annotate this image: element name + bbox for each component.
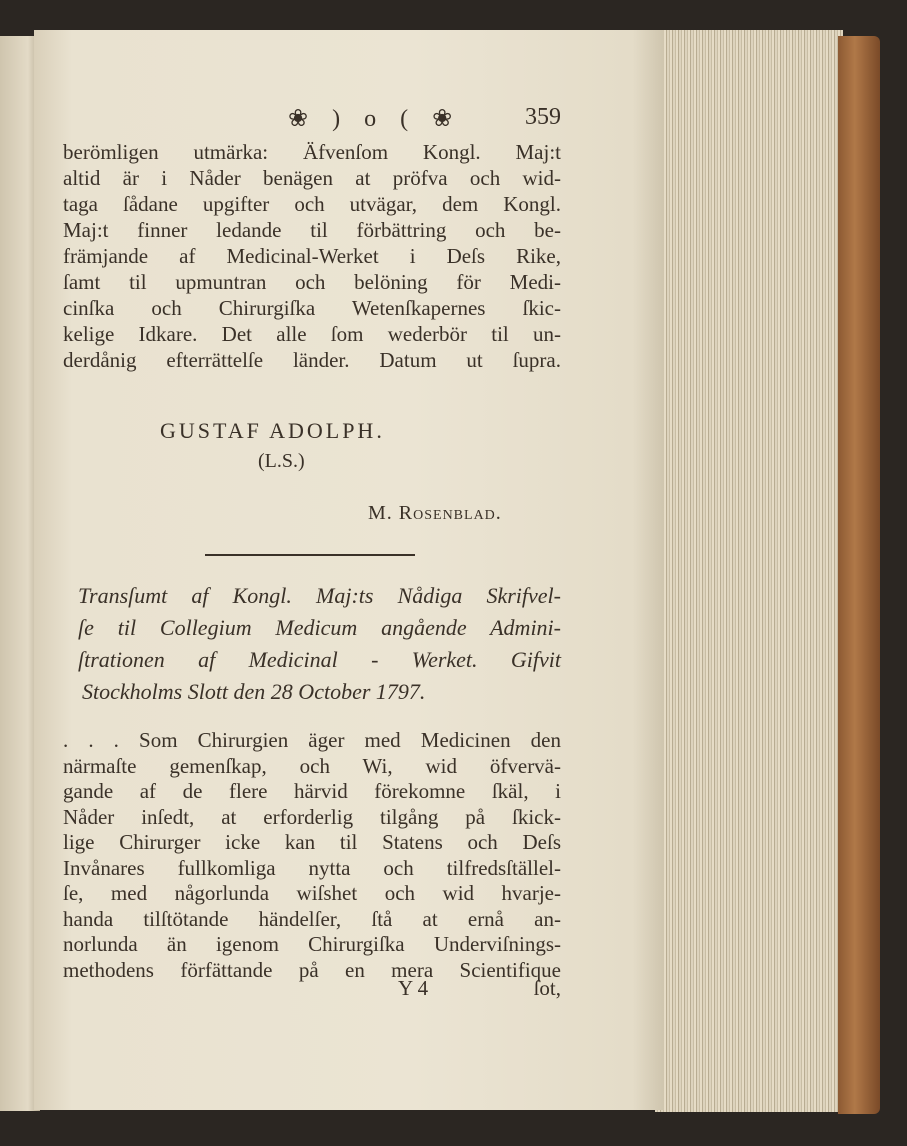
text-line: Invånares fullkomliga nytta och tilfredsſtällel- — [63, 855, 561, 880]
header-ornament: ❀ ) o ( ❀ — [288, 106, 455, 132]
text-line: norlunda än igenom Chirurgiſka Underviſnings- — [63, 932, 561, 956]
text-line: lige Chirurger icke kan til Statens och Deſs — [63, 830, 561, 854]
royal-signature: GUSTAF ADOLPH. — [160, 418, 385, 443]
text-line: derdånig efterrättelſe länder. Datum ut ſupra. — [63, 348, 561, 372]
page-edges — [655, 30, 843, 1112]
seal-mark: (L.S.) — [258, 450, 305, 472]
section-title — [78, 580, 561, 708]
title-line: Transſumt af Kongl. Maj:ts Nådiga Skrifvel- — [78, 583, 561, 608]
text-line: främjande af Medicinal-Werket i Deſs Rike, — [63, 244, 561, 268]
signature-mark: Y 4 — [398, 976, 429, 1000]
title-line: ſtrationen af Medicinal - Werket. Gifvit — [78, 647, 561, 672]
section-divider — [205, 554, 415, 556]
paragraph-1 — [63, 139, 561, 373]
book-cover — [838, 36, 880, 1114]
text-line: methodens förfättande på en mera Scientifique — [63, 957, 561, 982]
text-line: handa tilſtötande händelſer, ſtå at ernå an- — [63, 906, 561, 931]
page-number: 359 — [525, 104, 561, 130]
text-line: . . . Som Chirurgien äger med Medicinen den — [63, 728, 561, 752]
text-line: gande af de flere härvid förekomne ſkäl, i — [63, 779, 561, 803]
text-line: berömligen utmärka: Äfvenſom Kongl. Maj:t — [63, 140, 561, 164]
title-line: Stockholms Slott den 28 October 1797. — [82, 679, 426, 704]
catchword: ſot, — [533, 976, 561, 1000]
text-line: taga ſådane upgifter och utvägar, dem Kongl. — [63, 192, 561, 216]
title-line: ſe til Collegium Medicum angående Admini- — [78, 615, 561, 640]
text-line: altid är i Nåder benägen at pröfva och wid- — [63, 166, 561, 190]
countersignature: M. Rosenblad. — [368, 502, 502, 524]
paragraph-2 — [63, 728, 561, 983]
text-line: cinſka och Chirurgiſka Wetenſkapernes ſkic- — [63, 296, 561, 320]
text-line: ſamt til upmuntran och belöning för Medi- — [63, 270, 561, 294]
text-line: Maj:t finner ledande til förbättring och be- — [63, 218, 561, 242]
text-line: kelige Idkare. Det alle ſom wederbör til un- — [63, 322, 561, 346]
text-line: Nåder inſedt, at erforderlig tilgång på ſkick- — [63, 804, 561, 829]
text-line: närmaſte gemenſkap, och Wi, wid öfvervä- — [63, 753, 561, 778]
text-line: ſe, med någorlunda wiſshet och wid hvarje- — [63, 881, 561, 905]
